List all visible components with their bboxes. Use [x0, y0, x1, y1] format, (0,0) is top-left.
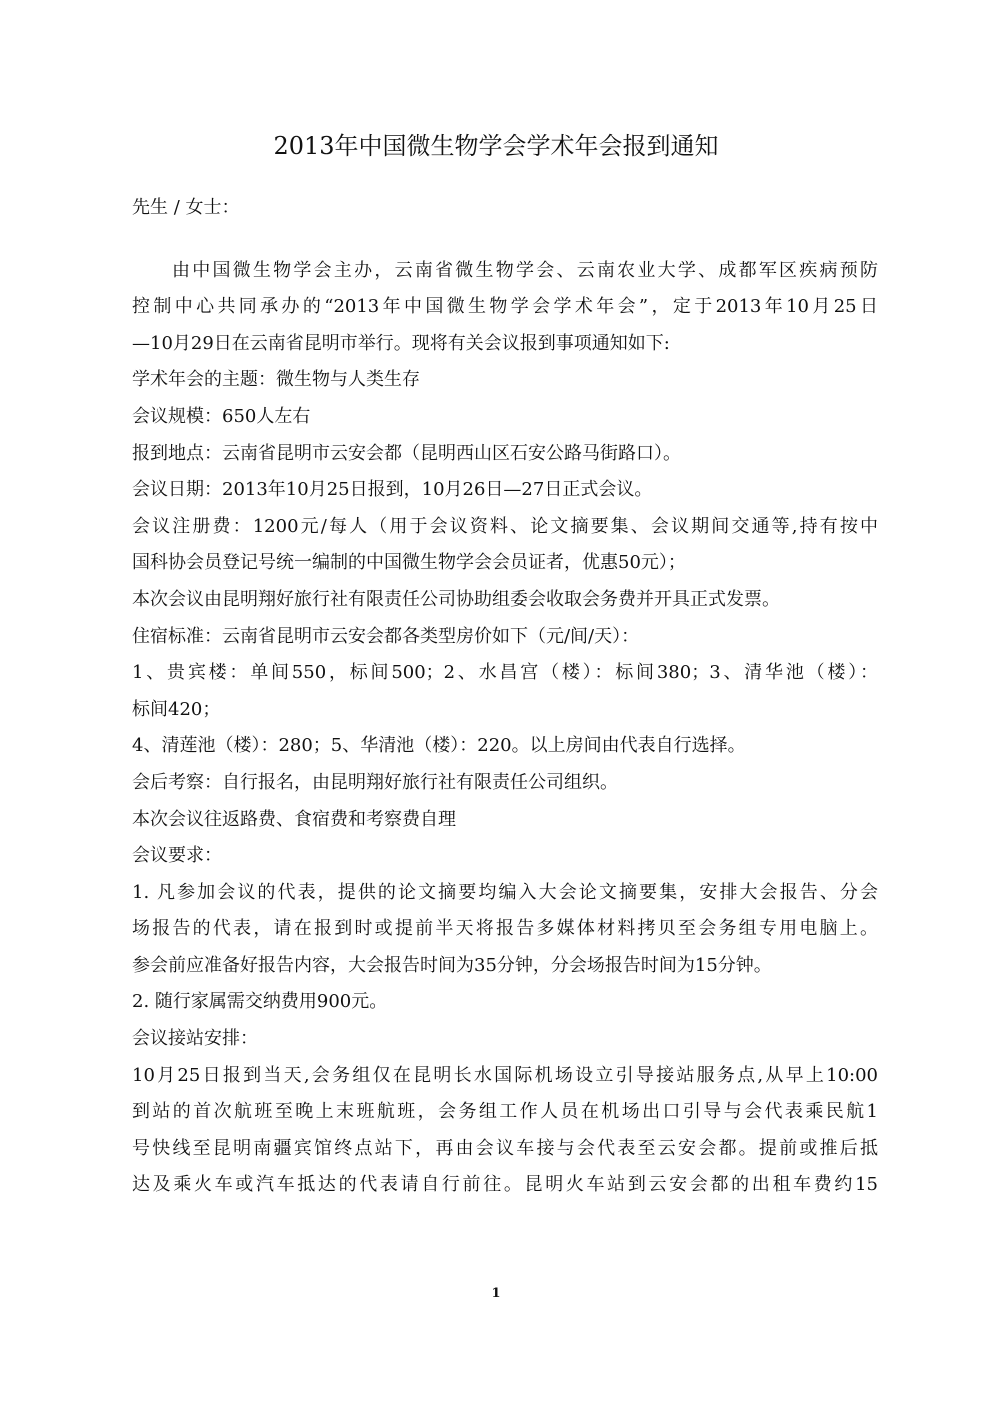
accommodation-line-1: 1、贵宾楼：单间550，标间500；2、水昌宫（楼）：标间380；3、清华池（楼）： — [132, 662, 878, 684]
dates-line: 会议日期：2013年10月25日报到，10月26日—27日正式会议。 — [132, 479, 653, 501]
pickup-line-3: 号快线至昆明南疆宾馆终点站下，再由会议车接与会代表至云安会都。提前或推后抵 — [132, 1137, 878, 1159]
invoice-line: 本次会议由昆明翔好旅行社有限责任公司协助组委会收取会务费并开具正式发票。 — [132, 588, 780, 610]
pickup-header: 会议接站安排： — [132, 1028, 258, 1050]
requirement-1-line-2: 场报告的代表，请在报到时或提前半天将报告多媒体材料拷贝至会务组专用电脑上。 — [132, 918, 878, 940]
requirement-1-line-3: 参会前应准备好报告内容，大会报告时间为35分钟，分会场报告时间为15分钟。 — [132, 954, 772, 976]
expenses-line: 本次会议往返路费、食宿费和考察费自理 — [132, 808, 456, 830]
requirements-header: 会议要求： — [132, 845, 222, 867]
pickup-line-2: 到站的首次航班至晚上末班航班，会务组工作人员在机场出口引导与会代表乘民航1 — [132, 1101, 878, 1123]
document-title: 2013年中国微生物学会学术年会报到通知 — [273, 132, 719, 160]
intro-line-1: 由中国微生物学会主办，云南省微生物学会、云南农业大学、成都军区疾病预防 — [172, 259, 878, 281]
location-line: 报到地点：云南省昆明市云安会都（昆明西山区石安公路马街路口）。 — [132, 442, 681, 464]
accommodation-line-3: 4、清莲池（楼）：280；5、华清池（楼）：220。以上房间由代表自行选择。 — [132, 735, 746, 757]
salutation: 先生 / 女士： — [132, 197, 240, 218]
requirement-1-line-1: 1. 凡参加会议的代表，提供的论文摘要均编入大会论文摘要集，安排大会报告、分会 — [132, 881, 878, 903]
accommodation-header: 住宿标准：云南省昆明市云安会都各类型房价如下（元/间/天）： — [132, 625, 640, 647]
intro-line-2: 控制中心共同承办的“2013年中国微生物学会学术年会”，定于2013年10月25日 — [132, 296, 878, 318]
document-body — [132, 190, 878, 1204]
pickup-line-4: 达及乘火车或汽车抵达的代表请自行前往。昆明火车站到云安会都的出租车费约15 — [132, 1174, 878, 1196]
fee-line-2: 国科协会员登记号统一编制的中国微生物学会会员证者，优惠50元）； — [132, 552, 686, 574]
intro-line-3: —10月29日在云南省昆明市举行。现将有关会议报到事项通知如下: — [132, 332, 670, 354]
inspection-line: 会后考察：自行报名，由昆明翔好旅行社有限责任公司组织。 — [132, 771, 618, 793]
page-number: 1 — [491, 1286, 501, 1301]
pickup-line-1: 10月25日报到当天,会务组仅在昆明长水国际机场设立引导接站服务点,从早上10:00 — [132, 1064, 878, 1086]
accommodation-line-2: 标间420； — [132, 698, 221, 720]
requirement-2-line: 2. 随行家属需交纳费用900元。 — [132, 991, 388, 1013]
fee-line-1: 会议注册费：1200元/每人（用于会议资料、论文摘要集、会议期间交通等,持有按中 — [132, 515, 878, 537]
paragraph-gap — [132, 227, 878, 253]
theme-line: 学术年会的主题：微生物与人类生存 — [132, 369, 420, 391]
scale-line: 会议规模：650人左右 — [132, 405, 311, 427]
